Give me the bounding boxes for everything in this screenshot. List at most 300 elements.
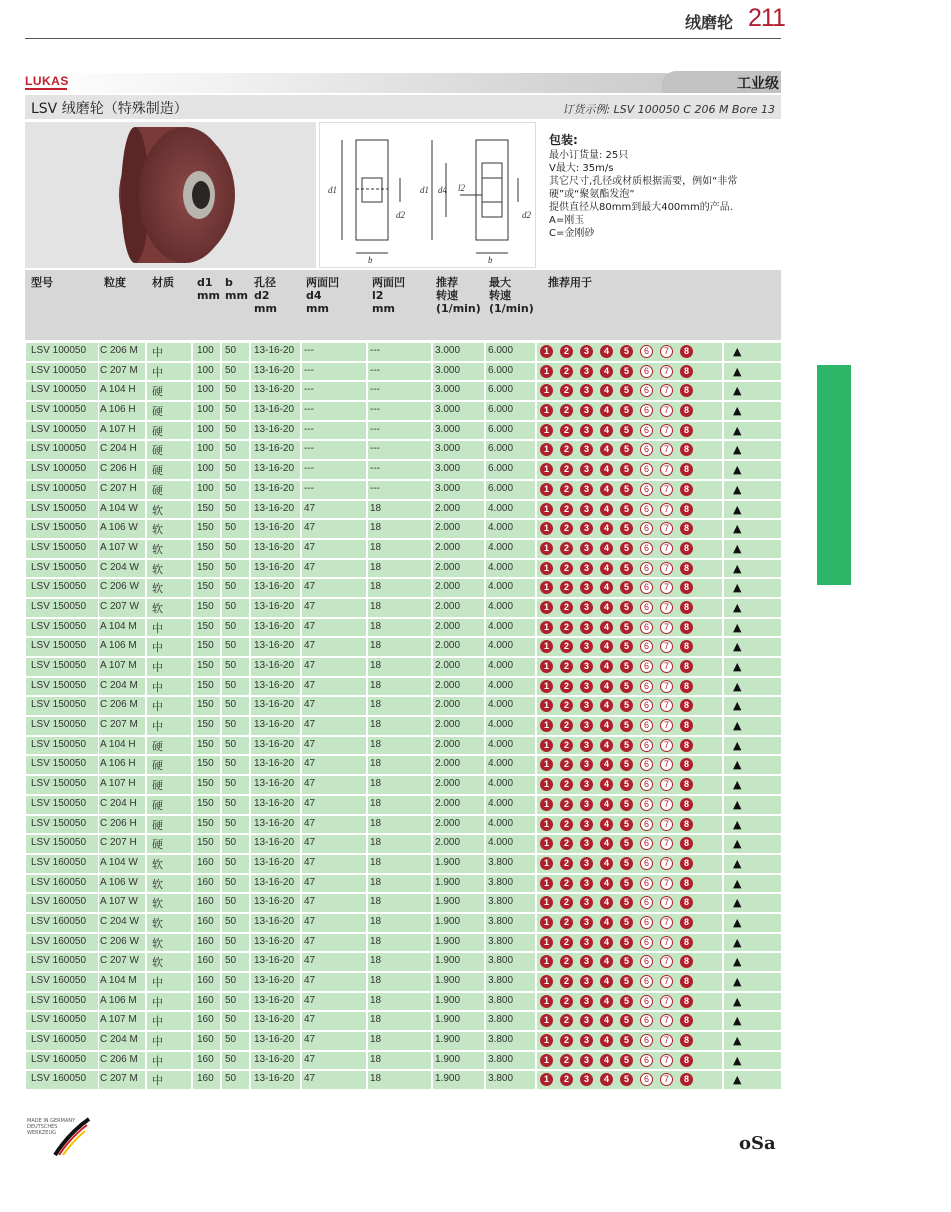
use-icon-4: 4: [600, 345, 613, 358]
cell-bore: 13-16-20: [254, 699, 295, 711]
use-icon-4: 4: [600, 562, 613, 575]
cell-bore: 13-16-20: [254, 345, 295, 356]
table-row: [25, 1011, 781, 1031]
cell-recess-d4: ---: [304, 345, 314, 356]
table-row: [25, 874, 781, 894]
use-icon-3: 3: [580, 995, 593, 1008]
use-icon-4: 4: [600, 621, 613, 634]
use-icons: [540, 798, 693, 811]
cell-max-speed: 6.000: [488, 423, 514, 435]
cell-recommended-speed: 2.000: [435, 561, 461, 573]
use-icon-6: 6: [640, 503, 653, 516]
cell-recess-l2: ---: [370, 345, 380, 356]
cell-max-speed: 6.000: [488, 443, 514, 455]
cell-d1: 150: [197, 502, 214, 514]
use-icon-7: 7: [660, 522, 673, 535]
cell-b: 50: [225, 640, 237, 652]
cell-b: 50: [225, 876, 237, 888]
use-icons: [540, 719, 693, 732]
use-icon-8: 8: [680, 483, 693, 496]
cell-d1: 160: [197, 994, 214, 1006]
brand-logo: LUKAS: [25, 74, 69, 88]
cell-material: 硬: [152, 779, 163, 793]
cell-bore: 13-16-20: [254, 1014, 295, 1026]
use-icons: [540, 955, 693, 968]
use-icon-2: 2: [560, 1054, 573, 1067]
cell-recess-l2: 18: [370, 837, 382, 849]
cell-d1: 150: [197, 679, 214, 691]
info-panel: [539, 122, 781, 268]
table-body: [25, 342, 781, 1090]
cell-d1: 150: [197, 797, 214, 809]
cell-recommended-speed: 2.000: [435, 758, 461, 770]
cell-bore: 13-16-20: [254, 679, 295, 691]
use-icon-4: 4: [600, 601, 613, 614]
table-row: [25, 933, 781, 953]
cell-d1: 150: [197, 581, 214, 593]
cell-material: 硬: [152, 464, 163, 478]
stock-triangle-icon: ▲: [733, 423, 742, 437]
use-icon-6: 6: [640, 739, 653, 752]
cell-material: 硬: [152, 838, 163, 852]
col-header-uses: 推荐用于: [548, 276, 592, 289]
use-icon-7: 7: [660, 739, 673, 752]
use-icon-3: 3: [580, 1034, 593, 1047]
cell-recess-l2: 18: [370, 876, 382, 888]
use-icon-7: 7: [660, 1054, 673, 1067]
use-icon-2: 2: [560, 719, 573, 732]
cell-recommended-speed: 3.000: [435, 345, 461, 356]
use-icon-6: 6: [640, 955, 653, 968]
cell-d1: 150: [197, 837, 214, 849]
use-icon-7: 7: [660, 995, 673, 1008]
use-icon-6: 6: [640, 345, 653, 358]
cell-b: 50: [225, 443, 237, 455]
cell-max-speed: 6.000: [488, 482, 514, 494]
cell-max-speed: 3.800: [488, 915, 514, 927]
cell-recess-l2: 18: [370, 1034, 382, 1046]
cell-recess-d4: ---: [304, 463, 314, 475]
cell-max-speed: 6.000: [488, 404, 514, 416]
cell-d1: 160: [197, 915, 214, 927]
cell-d1: 160: [197, 975, 214, 986]
cell-material: 中: [152, 720, 163, 734]
cell-bore: 13-16-20: [254, 482, 295, 494]
cell-grit: C 206 W: [100, 581, 139, 593]
use-icon-6: 6: [640, 877, 653, 890]
cell-max-speed: 4.000: [488, 679, 514, 691]
cell-d1: 160: [197, 1053, 214, 1065]
use-icon-2: 2: [560, 522, 573, 535]
cell-recess-d4: 47: [304, 994, 316, 1006]
use-icon-3: 3: [580, 680, 593, 693]
cell-bore: 13-16-20: [254, 975, 295, 986]
use-icon-5: 5: [620, 483, 633, 496]
stock-triangle-icon: ▲: [733, 837, 742, 851]
use-icon-1: 1: [540, 365, 553, 378]
use-icons: [540, 424, 693, 437]
use-icon-6: 6: [640, 483, 653, 496]
cell-max-speed: 4.000: [488, 719, 514, 731]
cell-model: LSV 150050: [31, 837, 87, 849]
use-icons: [540, 975, 693, 988]
cell-recess-l2: 18: [370, 640, 382, 652]
use-icon-4: 4: [600, 660, 613, 673]
cell-recess-l2: ---: [370, 463, 380, 475]
table-row: [25, 972, 781, 992]
cell-material: 硬: [152, 483, 163, 497]
cell-material: 中: [152, 641, 163, 655]
table-row: [25, 815, 781, 835]
stock-triangle-icon: ▲: [733, 994, 742, 1008]
use-icon-1: 1: [540, 581, 553, 594]
cell-material: 软: [152, 601, 163, 615]
cell-max-speed: 6.000: [488, 345, 514, 356]
cell-grit: C 207 H: [100, 482, 137, 494]
cell-material: 软: [152, 897, 163, 911]
cell-model: LSV 150050: [31, 699, 87, 711]
cell-bore: 13-16-20: [254, 935, 295, 947]
use-icon-2: 2: [560, 542, 573, 555]
use-icon-1: 1: [540, 483, 553, 496]
cell-material: 硬: [152, 818, 163, 832]
use-icon-2: 2: [560, 798, 573, 811]
cell-model: LSV 150050: [31, 817, 87, 829]
stock-triangle-icon: ▲: [733, 699, 742, 713]
info-line: 硬”或“聚氨酯发泡”: [549, 189, 635, 200]
cell-bore: 13-16-20: [254, 522, 295, 534]
use-icon-5: 5: [620, 778, 633, 791]
use-icon-4: 4: [600, 936, 613, 949]
use-icon-1: 1: [540, 995, 553, 1008]
use-icon-4: 4: [600, 542, 613, 555]
stock-triangle-icon: ▲: [733, 561, 742, 575]
stock-triangle-icon: ▲: [733, 443, 742, 457]
use-icon-3: 3: [580, 1054, 593, 1067]
cell-recommended-speed: 2.000: [435, 679, 461, 691]
use-icon-8: 8: [680, 1073, 693, 1086]
use-icon-6: 6: [640, 857, 653, 870]
use-icon-2: 2: [560, 857, 573, 870]
cell-recommended-speed: 1.900: [435, 1073, 461, 1085]
table-row: [25, 637, 781, 657]
cell-grit: C 204 H: [100, 797, 137, 809]
cell-recommended-speed: 2.000: [435, 837, 461, 849]
use-icon-1: 1: [540, 562, 553, 575]
cell-recommended-speed: 3.000: [435, 404, 461, 416]
use-icon-1: 1: [540, 955, 553, 968]
cell-d1: 100: [197, 463, 214, 475]
use-icon-4: 4: [600, 1034, 613, 1047]
use-icon-4: 4: [600, 483, 613, 496]
use-icon-6: 6: [640, 1034, 653, 1047]
cell-recess-d4: 47: [304, 679, 316, 691]
use-icon-3: 3: [580, 975, 593, 988]
cell-recess-l2: 18: [370, 935, 382, 947]
use-icon-5: 5: [620, 936, 633, 949]
use-icon-7: 7: [660, 837, 673, 850]
packing-label: 包装:: [549, 133, 578, 147]
use-icon-6: 6: [640, 443, 653, 456]
cell-recess-l2: 18: [370, 541, 382, 553]
use-icons: [540, 877, 693, 890]
stock-triangle-icon: ▲: [733, 1073, 742, 1087]
use-icon-7: 7: [660, 936, 673, 949]
use-icon-2: 2: [560, 699, 573, 712]
use-icon-4: 4: [600, 699, 613, 712]
use-icons: [540, 365, 693, 378]
use-icon-7: 7: [660, 699, 673, 712]
use-icon-7: 7: [660, 640, 673, 653]
cell-material: 软: [152, 542, 163, 556]
cell-model: LSV 160050: [31, 1014, 87, 1026]
diagram-label-d2-left: d2: [396, 210, 405, 220]
side-tab: [817, 365, 851, 585]
cell-bore: 13-16-20: [254, 915, 295, 927]
stock-triangle-icon: ▲: [733, 541, 742, 555]
use-icon-8: 8: [680, 522, 693, 535]
cell-recess-l2: 18: [370, 738, 382, 750]
cell-recommended-speed: 1.900: [435, 876, 461, 888]
cell-grit: C 204 W: [100, 915, 139, 927]
use-icon-3: 3: [580, 463, 593, 476]
use-icon-3: 3: [580, 581, 593, 594]
use-icon-5: 5: [620, 542, 633, 555]
cell-recess-d4: 47: [304, 541, 316, 553]
cell-grit: A 106 W: [100, 522, 138, 534]
cell-recess-d4: ---: [304, 443, 314, 455]
use-icon-4: 4: [600, 877, 613, 890]
use-icon-7: 7: [660, 621, 673, 634]
use-icon-1: 1: [540, 699, 553, 712]
table-row: [25, 795, 781, 815]
use-icon-4: 4: [600, 975, 613, 988]
use-icon-1: 1: [540, 404, 553, 417]
use-icons: [540, 463, 693, 476]
cell-model: LSV 150050: [31, 581, 87, 593]
cell-recommended-speed: 2.000: [435, 778, 461, 790]
cell-d1: 160: [197, 856, 214, 868]
use-icon-6: 6: [640, 522, 653, 535]
table-row: [25, 755, 781, 775]
use-icon-5: 5: [620, 975, 633, 988]
use-icon-5: 5: [620, 1014, 633, 1027]
cell-bore: 13-16-20: [254, 660, 295, 671]
use-icon-6: 6: [640, 837, 653, 850]
cell-max-speed: 3.800: [488, 1014, 514, 1026]
table-row: [25, 362, 781, 382]
table-row: [25, 519, 781, 539]
use-icon-1: 1: [540, 345, 553, 358]
cell-model: LSV 100050: [31, 463, 87, 475]
diagram-label-d4: d4: [438, 185, 447, 195]
use-icons: [540, 601, 693, 614]
cell-bore: 13-16-20: [254, 463, 295, 475]
cell-b: 50: [225, 994, 237, 1006]
cell-recess-l2: 18: [370, 1053, 382, 1065]
stock-triangle-icon: ▲: [733, 915, 742, 929]
cell-material: 软: [152, 562, 163, 576]
cell-recess-l2: 18: [370, 1073, 382, 1085]
cell-recess-l2: ---: [370, 443, 380, 455]
use-icon-5: 5: [620, 384, 633, 397]
cell-recess-l2: 18: [370, 896, 382, 908]
cell-model: LSV 160050: [31, 994, 87, 1006]
cell-max-speed: 4.000: [488, 817, 514, 829]
cell-recommended-speed: 2.000: [435, 719, 461, 731]
cell-model: LSV 150050: [31, 502, 87, 514]
cell-material: 中: [152, 1054, 163, 1068]
use-icon-1: 1: [540, 660, 553, 673]
stock-triangle-icon: ▲: [733, 404, 742, 418]
cell-bore: 13-16-20: [254, 364, 295, 376]
cell-recess-d4: 47: [304, 1053, 316, 1065]
cell-model: LSV 150050: [31, 561, 87, 573]
section-title: 绒磨轮: [684, 13, 733, 32]
use-icon-5: 5: [620, 758, 633, 771]
cell-recess-d4: 47: [304, 719, 316, 731]
cell-bore: 13-16-20: [254, 502, 295, 514]
use-icon-3: 3: [580, 424, 593, 437]
cell-d1: 160: [197, 896, 214, 908]
cell-bore: 13-16-20: [254, 955, 295, 967]
table-row: [25, 1051, 781, 1071]
diagram-label-b-right: b: [488, 255, 493, 265]
table-row: [25, 696, 781, 716]
use-icon-7: 7: [660, 798, 673, 811]
cell-recommended-speed: 1.900: [435, 1053, 461, 1065]
cell-material: 软: [152, 936, 163, 950]
info-line: 提供直径从80mm到最大400mm的产品.: [549, 202, 733, 213]
use-icon-4: 4: [600, 995, 613, 1008]
use-icon-4: 4: [600, 739, 613, 752]
cell-model: LSV 150050: [31, 660, 87, 671]
cell-d1: 150: [197, 600, 214, 612]
use-icons: [540, 522, 693, 535]
cell-d1: 150: [197, 561, 214, 573]
use-icon-3: 3: [580, 345, 593, 358]
cell-d1: 100: [197, 364, 214, 376]
cell-grit: C 206 M: [100, 345, 138, 356]
diagram-label-d1-left: d1: [328, 185, 337, 195]
cell-grit: A 106 M: [100, 994, 137, 1006]
cell-d1: 150: [197, 758, 214, 770]
use-icons: [540, 503, 693, 516]
use-icon-7: 7: [660, 443, 673, 456]
table-row: [25, 500, 781, 520]
cell-d1: 160: [197, 876, 214, 888]
cell-bore: 13-16-20: [254, 778, 295, 790]
use-icons: [540, 1034, 693, 1047]
use-icon-5: 5: [620, 955, 633, 968]
cell-recommended-speed: 2.000: [435, 502, 461, 514]
use-icon-4: 4: [600, 778, 613, 791]
cell-bore: 13-16-20: [254, 817, 295, 829]
table-row: [25, 677, 781, 697]
cell-recess-d4: 47: [304, 502, 316, 514]
use-icon-5: 5: [620, 798, 633, 811]
use-icon-8: 8: [680, 995, 693, 1008]
use-icon-8: 8: [680, 955, 693, 968]
use-icon-7: 7: [660, 562, 673, 575]
cell-bore: 13-16-20: [254, 1034, 295, 1046]
use-icon-7: 7: [660, 758, 673, 771]
cell-bore: 13-16-20: [254, 876, 295, 888]
use-icon-6: 6: [640, 621, 653, 634]
use-icon-6: 6: [640, 699, 653, 712]
cell-material: 硬: [152, 405, 163, 419]
stock-triangle-icon: ▲: [733, 482, 742, 496]
cell-model: LSV 150050: [31, 758, 87, 770]
table-row: [25, 1031, 781, 1051]
use-icon-3: 3: [580, 503, 593, 516]
cell-recess-d4: 47: [304, 738, 316, 750]
use-icon-1: 1: [540, 758, 553, 771]
table-row: [25, 401, 781, 421]
use-icon-3: 3: [580, 896, 593, 909]
use-icon-8: 8: [680, 384, 693, 397]
use-icon-4: 4: [600, 443, 613, 456]
use-icons: [540, 837, 693, 850]
cell-d1: 150: [197, 541, 214, 553]
cell-bore: 13-16-20: [254, 758, 295, 770]
use-icon-2: 2: [560, 955, 573, 968]
use-icon-8: 8: [680, 818, 693, 831]
cell-max-speed: 4.000: [488, 699, 514, 711]
use-icons: [540, 542, 693, 555]
use-icon-8: 8: [680, 896, 693, 909]
use-icon-8: 8: [680, 758, 693, 771]
table-row: [25, 1070, 781, 1090]
col-header-max-speed: 最大 转速 (1/min): [489, 276, 534, 315]
use-icon-6: 6: [640, 758, 653, 771]
cell-d1: 150: [197, 699, 214, 711]
cell-material: 软: [152, 857, 163, 871]
use-icons: [540, 660, 693, 673]
cell-b: 50: [225, 482, 237, 494]
use-icon-8: 8: [680, 916, 693, 929]
use-icon-2: 2: [560, 443, 573, 456]
cell-model: LSV 150050: [31, 797, 87, 809]
cell-max-speed: 6.000: [488, 364, 514, 376]
use-icon-5: 5: [620, 404, 633, 417]
use-icon-6: 6: [640, 1054, 653, 1067]
use-icon-4: 4: [600, 522, 613, 535]
use-icon-4: 4: [600, 503, 613, 516]
use-icon-5: 5: [620, 1034, 633, 1047]
stock-triangle-icon: ▲: [733, 719, 742, 733]
use-icon-8: 8: [680, 640, 693, 653]
cell-material: 软: [152, 877, 163, 891]
use-icon-8: 8: [680, 1034, 693, 1047]
use-icon-1: 1: [540, 503, 553, 516]
cell-b: 50: [225, 423, 237, 435]
use-icon-7: 7: [660, 581, 673, 594]
use-icon-8: 8: [680, 542, 693, 555]
cell-bore: 13-16-20: [254, 404, 295, 416]
use-icon-4: 4: [600, 365, 613, 378]
use-icon-2: 2: [560, 581, 573, 594]
use-icon-5: 5: [620, 640, 633, 653]
cell-b: 50: [225, 522, 237, 534]
cell-model: LSV 100050: [31, 345, 87, 356]
use-icon-7: 7: [660, 660, 673, 673]
cell-recess-d4: ---: [304, 364, 314, 376]
product-image-panel: [25, 122, 316, 268]
use-icon-4: 4: [600, 818, 613, 831]
use-icon-3: 3: [580, 758, 593, 771]
cell-material: 中: [152, 1074, 163, 1088]
